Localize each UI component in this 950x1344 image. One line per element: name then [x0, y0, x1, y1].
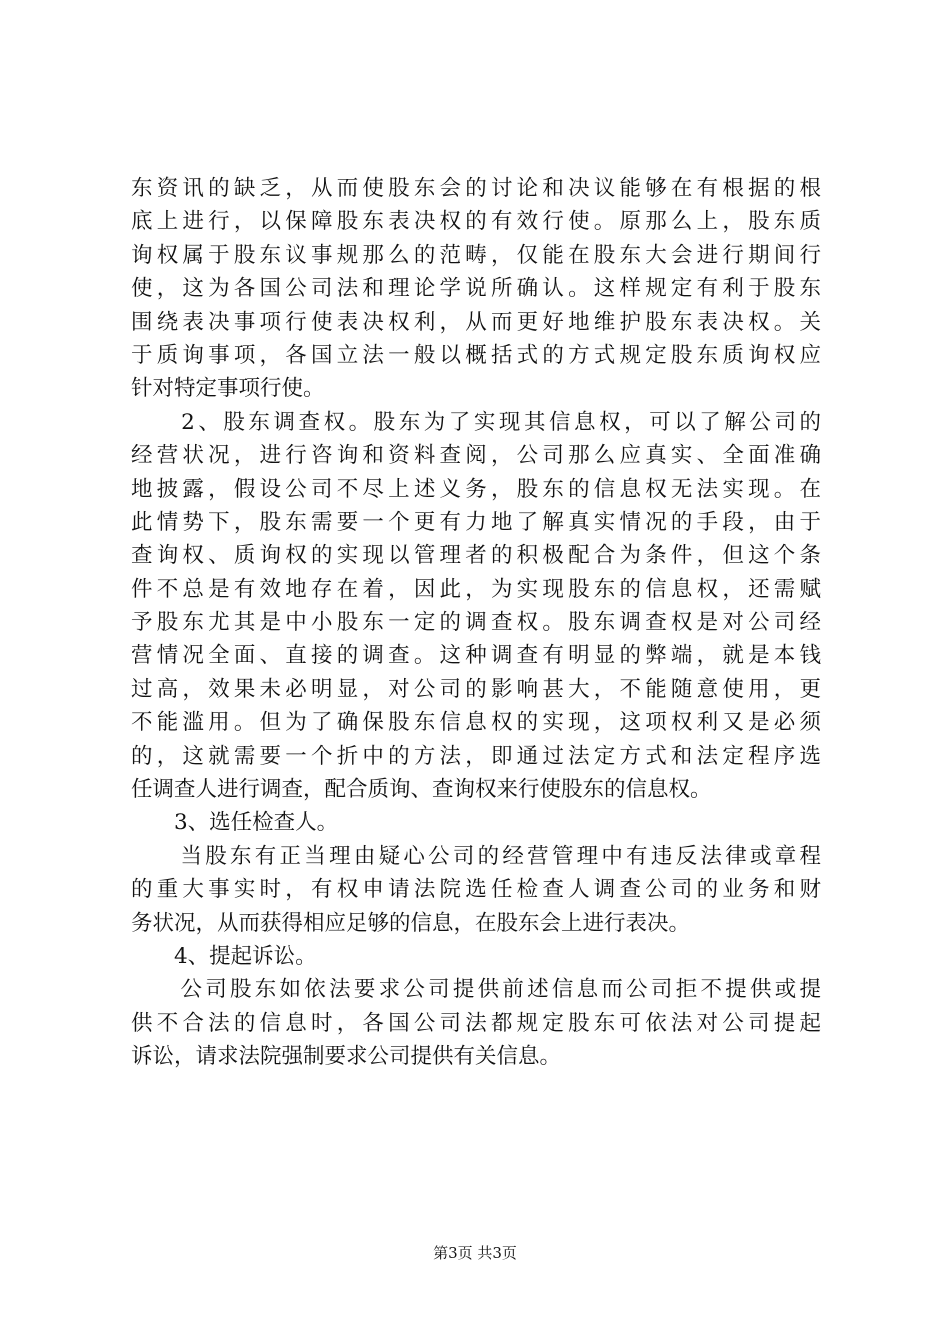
text-line: 于质询事项，各国立法一般以概括式的方式规定股东质询权应: [131, 342, 821, 368]
text-line: 东资讯的缺乏，从而使股东会的讨论和决议能够在有根据的根: [131, 176, 821, 201]
text-line: 围绕表决事项行使表决权利，从而更好地维护股东表决权。关: [131, 309, 821, 335]
text-line: 的重大事实时，有权申请法院选任检查人调查公司的业务和财: [131, 877, 821, 903]
text-line: 底上进行，以保障股东表决权的有效行使。原那么上，股东质: [131, 209, 821, 235]
page-footer: 第3页 共3页: [433, 1244, 517, 1262]
text-line: 件不总是有效地存在着，因此，为实现股东的信息权，还需赋: [131, 576, 821, 602]
text-line: 询权属于股东议事规那么的范畴，仅能在股东大会进行期间行: [131, 242, 821, 268]
text-line: 2、股东调查权。股东为了实现其信息权，可以了解公司的: [131, 409, 821, 435]
text-line: 公司股东如依法要求公司提供前述信息而公司拒不提供或提: [131, 977, 821, 1003]
text-line: 营情况全面、直接的调查。这种调查有明显的弊端，就是本钱: [131, 643, 821, 669]
text-line: 诉讼，请求法院强制要求公司提供有关信息。: [131, 1044, 562, 1070]
document-body: [131, 172, 821, 1074]
text-line: 4、提起诉讼。: [131, 943, 317, 969]
text-line: 查询权、质询权的实现以管理者的积极配合为条件，但这个条: [131, 543, 821, 569]
text-line: 3、选任检查人。: [131, 810, 339, 836]
text-line: 予股东尤其是中小股东一定的调查权。股东调查权是对公司经: [131, 610, 821, 636]
text-line: 任调查人进行调查，配合质询、查询权来行使股东的信息权。: [131, 777, 712, 803]
text-line: 经营状况，进行咨询和资料查阅，公司那么应真实、全面准确: [131, 443, 821, 469]
text-line: 过高，效果未必明显，对公司的影响甚大，不能随意使用，更: [131, 676, 821, 702]
text-line: 针对特定事项行使。: [131, 376, 325, 402]
text-line: 地披露，假设公司不尽上述义务，股东的信息权无法实现。在: [131, 476, 821, 502]
text-line: 供不合法的信息时，各国公司法都规定股东可依法对公司提起: [131, 1010, 821, 1036]
text-line: 务状况，从而获得相应足够的信息，在股东会上进行表决。: [131, 910, 691, 936]
text-line: 此情势下，股东需要一个更有力地了解真实情况的手段，由于: [131, 509, 821, 535]
text-line: 当股东有正当理由疑心公司的经营管理中有违反法律或章程: [131, 843, 821, 869]
text-line: 使，这为各国公司法和理论学说所确认。这样规定有利于股东: [131, 276, 821, 302]
text-line: 的，这就需要一个折中的方法，即通过法定方式和法定程序选: [131, 743, 821, 769]
text-line: 不能滥用。但为了确保股东信息权的实现，这项权利又是必须: [131, 710, 821, 736]
